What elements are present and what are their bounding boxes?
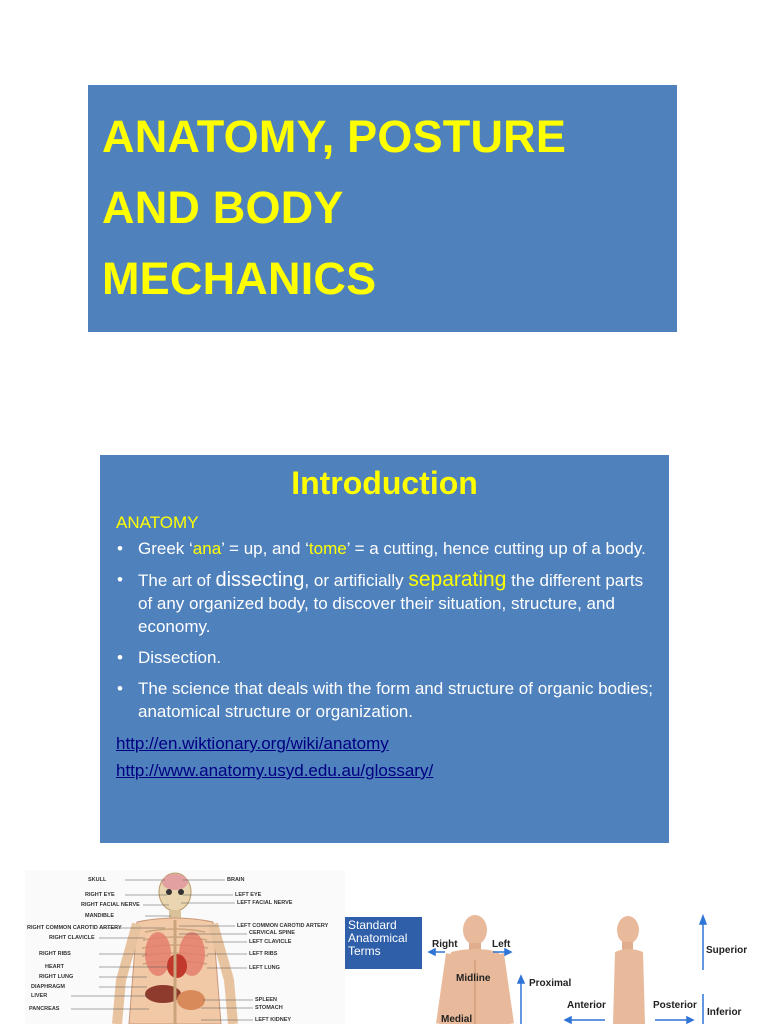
- wiktionary-link[interactable]: http://en.wiktionary.org/wiki/anatomy: [116, 734, 389, 753]
- title-slide: [88, 85, 677, 332]
- bullet-item: • The art of dissecting, or artificially separating the different parts of any organized body, to discover their situation, structure, and economy.: [117, 568, 644, 636]
- term-left: Left: [492, 939, 511, 950]
- anatomical-terms-image: [345, 900, 768, 1024]
- term-midline: Midline: [456, 973, 491, 984]
- body-figures-icon: [345, 900, 768, 1024]
- term-inferior: Inferior: [707, 1007, 742, 1018]
- title-line-1: ANATOMY, POSTURE: [102, 111, 567, 162]
- glossary-link[interactable]: http://www.anatomy.usyd.edu.au/glossary/: [116, 761, 434, 780]
- chart-label: HEART: [45, 964, 64, 970]
- chart-label: RIGHT LUNG: [39, 974, 74, 980]
- term-anterior: Anterior: [567, 1000, 606, 1011]
- highlight-separating: separating: [408, 568, 507, 591]
- anatomy-diagram-image: [25, 870, 345, 1024]
- chart-label: LEFT EYE: [235, 892, 262, 898]
- chart-label: SPLEEN: [255, 997, 278, 1003]
- chart-label: LEFT COMMON CAROTID ARTERY: [237, 923, 329, 929]
- skeleton-figure-icon: [25, 870, 345, 1024]
- chart-label: SKULL: [88, 877, 107, 883]
- emphasis-dissecting: dissecting: [215, 569, 305, 591]
- chart-label: LEFT LUNG: [249, 965, 280, 971]
- term-proximal: Proximal: [529, 978, 572, 989]
- chart-label: RIGHT CLAVICLE: [49, 935, 95, 941]
- chart-label: CERVICAL SPINE: [249, 930, 295, 936]
- title-line-2: AND BODY: [102, 182, 344, 233]
- chart-label: LEFT KIDNEY: [255, 1017, 292, 1023]
- bullet-item: • The science that deals with the form and structure of organic bodies; anatomical structure or organization.: [117, 679, 653, 721]
- anatomy-subhead: ANATOMY: [116, 513, 199, 532]
- chart-label: LEFT CLAVICLE: [249, 939, 292, 945]
- terms-title-box: Standard Anatomical Terms: [345, 917, 422, 969]
- title-line-3: MECHANICS: [102, 253, 377, 304]
- intro-heading: Introduction: [291, 465, 478, 501]
- chart-label: LEFT RIBS: [249, 951, 278, 957]
- term-superior: Superior: [706, 945, 748, 956]
- chart-label: BRAIN: [227, 877, 245, 883]
- bullet-item: • Dissection.: [117, 648, 222, 667]
- chart-label: LIVER: [31, 993, 48, 999]
- chart-label: STOMACH: [255, 1005, 283, 1011]
- chart-label: RIGHT FACIAL NERVE: [81, 902, 140, 908]
- chart-label: MANDIBLE: [85, 913, 115, 919]
- term-medial: Medial: [441, 1014, 473, 1024]
- term-posterior: Posterior: [653, 1000, 697, 1011]
- chart-label: RIGHT RIBS: [39, 951, 71, 957]
- bullet-item: • Greek ‘ana’ = up, and ‘tome’ = a cutting, hence cutting up of a body.: [117, 539, 646, 558]
- intro-slide: [100, 455, 669, 843]
- chart-label: DIAPHRAGM: [31, 984, 65, 990]
- chart-label: LEFT FACIAL NERVE: [237, 900, 293, 906]
- chart-label: RIGHT EYE: [85, 892, 115, 898]
- chart-label: PANCREAS: [29, 1006, 60, 1012]
- highlight-ana: ana: [192, 539, 222, 558]
- chart-label: RIGHT COMMON CAROTID ARTERY: [27, 925, 122, 931]
- bullet-list: [116, 537, 653, 723]
- term-right: Right: [432, 939, 458, 950]
- highlight-tome: tome: [308, 539, 347, 558]
